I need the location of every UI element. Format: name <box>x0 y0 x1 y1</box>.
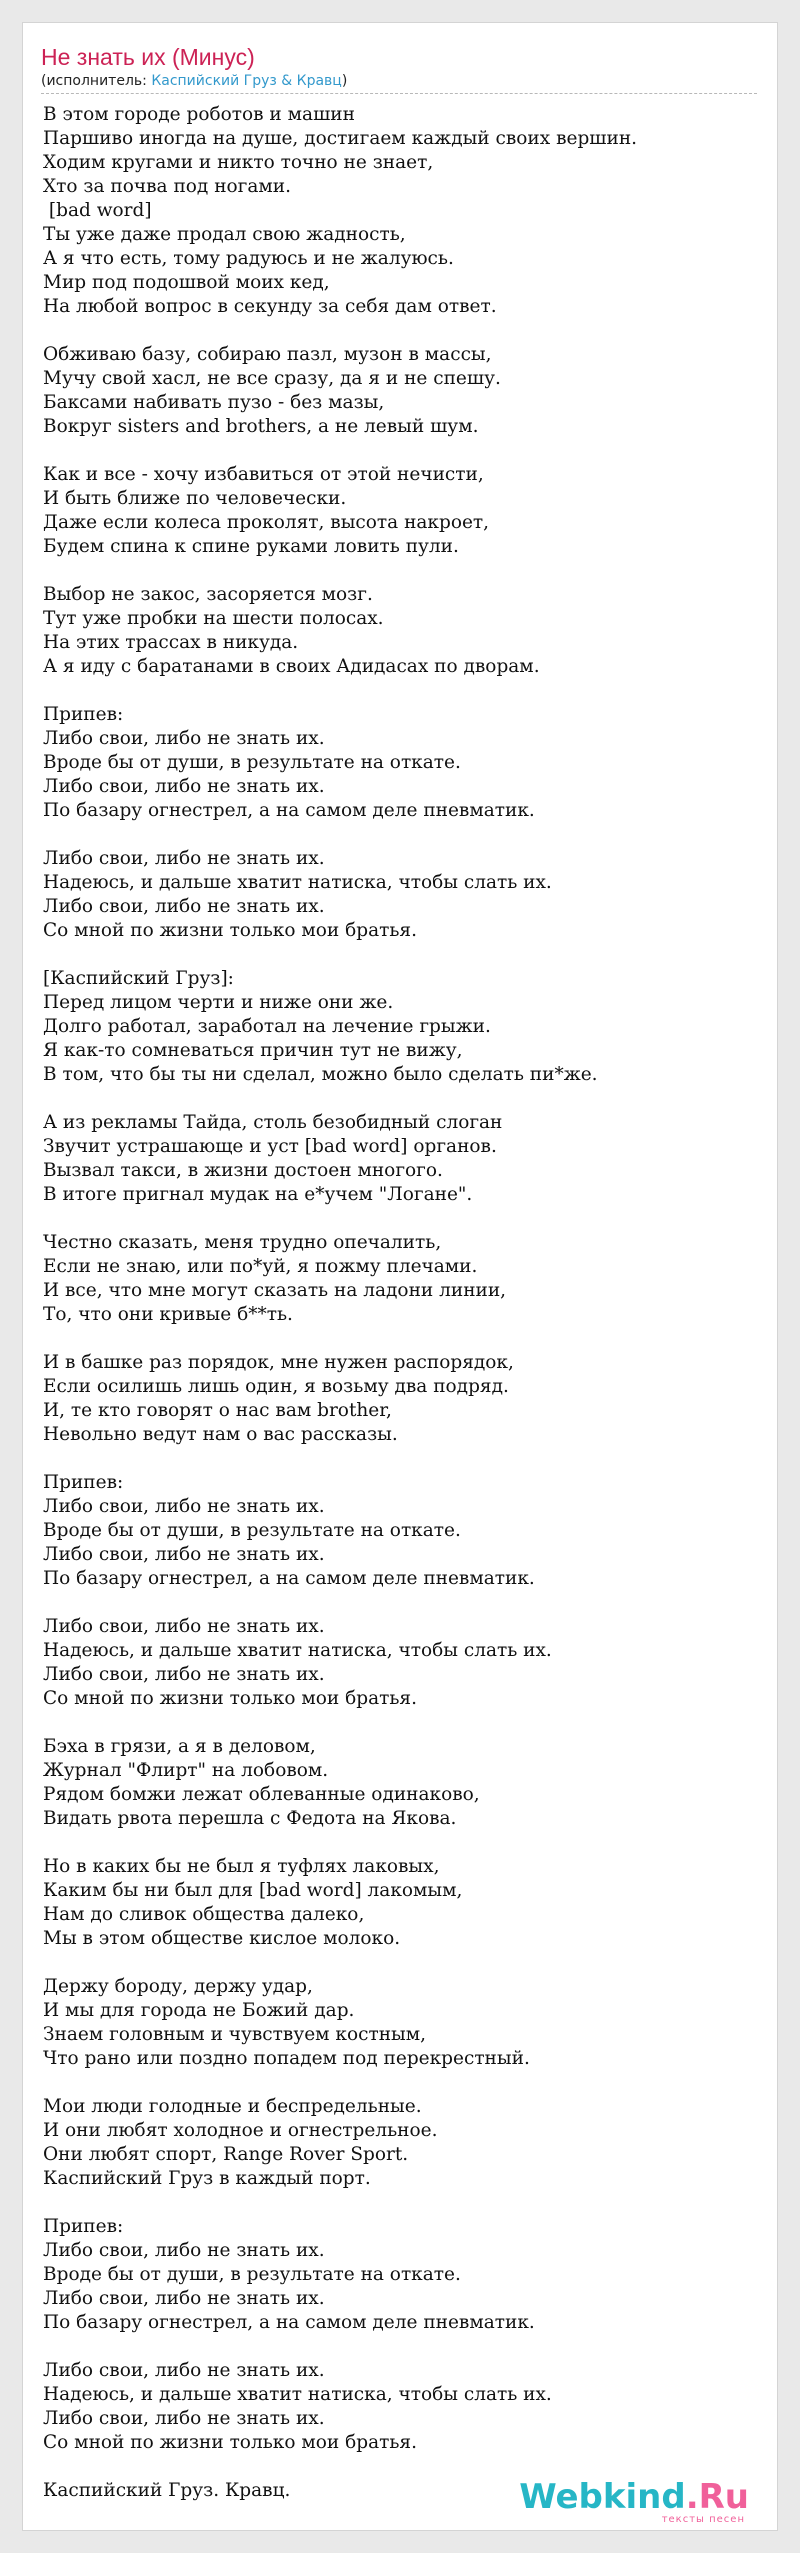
logo-tagline: тексты песен <box>661 2514 745 2525</box>
lyric-line: В этом городе роботов и машин <box>43 104 355 125</box>
lyrics-stanza <box>43 103 759 319</box>
lyric-line: Либо свои, либо не знать их. <box>43 848 325 869</box>
lyric-line: Либо свои, либо не знать их. <box>43 776 325 797</box>
lyric-line: Ты уже даже продал свою жадность, <box>43 224 406 245</box>
lyric-line: Каспийский Груз в каждый порт. <box>43 2168 371 2189</box>
lyrics-stanza <box>43 2359 759 2455</box>
lyric-line: Перед лицом черти и ниже они же. <box>43 992 394 1013</box>
lyric-line: Тут уже пробки на шести полосах. <box>43 608 384 629</box>
lyric-line: Нам до сливок общества далеко, <box>43 1904 365 1925</box>
lyric-line: На этих трассах в никуда. <box>43 632 299 653</box>
lyric-line: Рядом бомжи лежат облеванные одинаково, <box>43 1784 480 1805</box>
lyrics-stanza <box>43 2095 759 2191</box>
lyric-line: Припев: <box>43 704 124 725</box>
lyrics-stanza <box>43 703 759 823</box>
lyric-line: Со мной по жизни только мои братья. <box>43 920 417 941</box>
lyric-line: А я что есть, тому радуюсь и не жалуюсь. <box>43 248 454 269</box>
lyric-line: Невольно ведут нам о вас рассказы. <box>43 1424 398 1445</box>
lyrics-stanza <box>43 1471 759 1591</box>
lyric-line: Либо свои, либо не знать их. <box>43 2408 325 2429</box>
lyric-line: Выбор не закос, засоряется мозг. <box>43 584 373 605</box>
lyric-line: По базару огнестрел, а на самом деле пневматик. <box>43 2312 535 2333</box>
lyric-line: Журнал "Флирт" на лобовом. <box>43 1760 329 1781</box>
lyric-line: Они любят спорт, Range Rover Sport. <box>43 2144 409 2165</box>
lyrics-stanza <box>43 847 759 943</box>
lyric-line: Вроде бы от души, в результате на откате. <box>43 752 461 773</box>
lyric-line: Баксами набивать пузо - без мазы, <box>43 392 385 413</box>
lyric-line: Честно сказать, меня трудно опечалить, <box>43 1232 442 1253</box>
lyric-line: Мои люди голодные и беспредельные. <box>43 2096 422 2117</box>
lyric-line: И мы для города не Божий дар. <box>43 2000 355 2021</box>
lyric-line: Даже если колеса проколят, высота накроет, <box>43 512 490 533</box>
lyric-line: Обживаю базу, собираю пазл, музон в массы, <box>43 344 492 365</box>
lyric-line: И все, что мне могут сказать на ладони линии, <box>43 1280 507 1301</box>
logo-main: Webkind <box>519 2477 686 2517</box>
lyric-line: То, что они кривые б**ть. <box>43 1304 293 1325</box>
lyric-line: Либо свои, либо не знать их. <box>43 1544 325 1565</box>
lyric-line: Что рано или поздно попадем под перекрестный. <box>43 2048 530 2069</box>
lyric-line: Со мной по жизни только мои братья. <box>43 2432 417 2453</box>
lyric-line: Бэха в грязи, а я в деловом, <box>43 1736 316 1757</box>
lyric-line: Но в каких бы не был я туфлях лаковых, <box>43 1856 440 1877</box>
lyric-line: Со мной по жизни только мои братья. <box>43 1688 417 1709</box>
artist-line <box>41 71 757 94</box>
lyric-line: Каким бы ни был для [bad word] лакомым, <box>43 1880 463 1901</box>
lyrics-stanza <box>43 1735 759 1831</box>
webkind-logo[interactable] <box>519 2477 749 2525</box>
lyric-line: Мы в этом обществе кислое молоко. <box>43 1928 401 1949</box>
lyric-line: Каспийский Груз. Кравц. <box>43 2480 291 2501</box>
lyric-line: Либо свои, либо не знать их. <box>43 2360 325 2381</box>
logo-tld: .Ru <box>685 2477 749 2517</box>
lyric-line: На любой вопрос в секунду за себя дам ответ. <box>43 296 497 317</box>
lyric-line: И они любят холодное и огнестрельное. <box>43 2120 438 2141</box>
lyric-line: Паршиво иногда на душе, достигаем каждый своих вершин. <box>43 128 638 149</box>
lyrics-stanza <box>43 967 759 1087</box>
lyric-line: [bad word] <box>43 200 152 221</box>
lyrics-body <box>43 103 759 2527</box>
lyric-line: Видать рвота перешла с Федота на Якова. <box>43 1808 457 1829</box>
lyric-line: Хто за почва под ногами. <box>43 176 291 197</box>
lyrics-stanza <box>43 1351 759 1447</box>
lyric-line: Либо свои, либо не знать их. <box>43 896 325 917</box>
lyric-line: Я как-то сомневаться причин тут не вижу, <box>43 1040 463 1061</box>
lyric-line: Знаем головным и чувствуем костным, <box>43 2024 427 2045</box>
lyric-line: В том, что бы ты ни сделал, можно было сделать пи*же. <box>43 1064 598 1085</box>
lyric-line: Мучу свой хасл, не все сразу, да я и не спешу. <box>43 368 501 389</box>
lyric-line: Если осилишь лишь один, я возьму два подряд. <box>43 1376 509 1397</box>
lyric-line: Звучит устрашающе и уст [bad word] органов. <box>43 1136 497 1157</box>
lyric-line: Держу бороду, держу удар, <box>43 1976 313 1997</box>
lyric-line: Долго работал, заработал на лечение грыжи. <box>43 1016 491 1037</box>
lyric-line: По базару огнестрел, а на самом деле пневматик. <box>43 1568 535 1589</box>
song-title: Не знать их (Минус) <box>41 44 255 70</box>
lyric-line: Либо свои, либо не знать их. <box>43 728 325 749</box>
lyric-line: Припев: <box>43 2216 124 2237</box>
lyric-line: Либо свои, либо не знать их. <box>43 2288 325 2309</box>
lyric-line: В итоге пригнал мудак на е*учем "Логане". <box>43 1184 473 1205</box>
lyrics-stanza <box>43 2215 759 2335</box>
artist-suffix: ) <box>341 73 348 89</box>
lyric-line: Если не знаю, или по*уй, я пожму плечами. <box>43 1256 478 1277</box>
lyric-line: Будем спина к спине руками ловить пули. <box>43 536 459 557</box>
lyrics-stanza <box>43 463 759 559</box>
lyric-line: Вокруг sisters and brothers, а не левый шум. <box>43 416 479 437</box>
lyric-line: Надеюсь, и дальше хватит натиска, чтобы слать их. <box>43 2384 552 2405</box>
lyric-line: Припев: <box>43 1472 124 1493</box>
lyrics-stanza <box>43 1231 759 1327</box>
artist-link[interactable]: Каспийский Груз & Кравц <box>151 73 342 89</box>
lyric-line: Мир под подошвой моих кед, <box>43 272 330 293</box>
artist-prefix: (исполнитель: <box>41 73 152 89</box>
lyrics-stanza <box>43 583 759 679</box>
lyric-line: Вроде бы от души, в результате на откате. <box>43 2264 461 2285</box>
lyrics-stanza <box>43 1111 759 1207</box>
lyric-line: Либо свои, либо не знать их. <box>43 1664 325 1685</box>
lyric-line: Либо свои, либо не знать их. <box>43 1496 325 1517</box>
lyric-line: Ходим кругами и никто точно не знает, <box>43 152 434 173</box>
lyric-line: Надеюсь, и дальше хватит натиска, чтобы слать их. <box>43 1640 552 1661</box>
lyrics-stanza <box>43 343 759 439</box>
lyric-line: Вроде бы от души, в результате на откате. <box>43 1520 461 1541</box>
lyrics-stanza <box>43 1855 759 1951</box>
lyric-line: Как и все - хочу избавиться от этой нечисти, <box>43 464 484 485</box>
lyric-line: И быть ближе по человечески. <box>43 488 347 509</box>
lyrics-stanza <box>43 1975 759 2071</box>
lyric-line: Вызвал такси, в жизни достоен многого. <box>43 1160 443 1181</box>
lyric-line: По базару огнестрел, а на самом деле пневматик. <box>43 800 535 821</box>
lyric-line: Либо свои, либо не знать их. <box>43 1616 325 1637</box>
lyric-line: А из рекламы Тайда, столь безобидный слоган <box>43 1112 503 1133</box>
lyric-line: А я иду с баратанами в своих Адидасах по дворам. <box>43 656 540 677</box>
lyric-line: [Каспийский Груз]: <box>43 968 234 989</box>
lyric-line: Надеюсь, и дальше хватит натиска, чтобы слать их. <box>43 872 552 893</box>
lyrics-stanza <box>43 1615 759 1711</box>
lyric-line: Либо свои, либо не знать их. <box>43 2240 325 2261</box>
lyrics-card <box>22 22 778 2531</box>
lyric-line: И в башке раз порядок, мне нужен распорядок, <box>43 1352 514 1373</box>
lyric-line: И, те кто говорят о нас вам brother, <box>43 1400 392 1421</box>
